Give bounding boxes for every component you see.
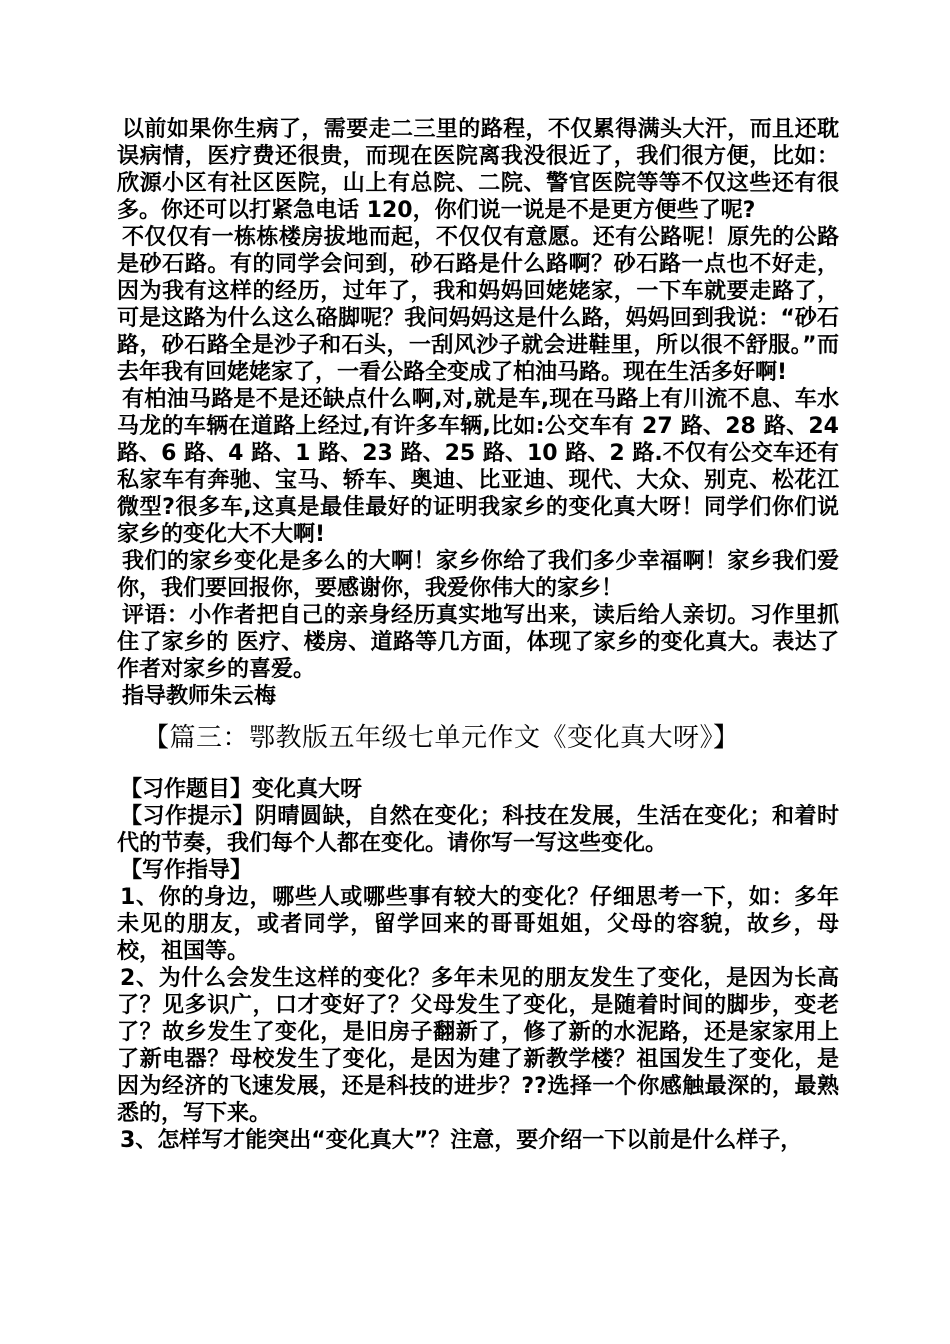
guidance-point-2: 2、为什么会发生这样的变化？多年未见的朋友发生了变化，是因为长高了？见多识广，口才变好了？父母发生了变化，是随着时间的脚步，变老了？故乡发生了变化，是旧房子翻新了，修了新的水泥路，还是家家用上了新电器？母校发生了变化，是因为建了新教学楼？祖国发生了变化，是因为经济的飞速发展，还是科技的进步？??选择一个你感触最深的，最熟悉的，写下来。: [117, 966, 839, 1126]
guidance-point-3: 3、怎样写才能突出“变化真大”？注意，要介绍一下以前是什么样子，: [120, 1128, 803, 1153]
teacher-signature: 指导教师朱云梅: [122, 684, 277, 709]
paragraph-comment: 评语：小作者把自己的亲身经历真实地写出来，读后给人亲切。习作里抓住了家乡的 医疗、楼房、道路等几方面，体现了家乡的变化真大。表达了 作者对家乡的喜爱。: [117, 603, 839, 682]
paragraph-hospital: 以前如果你生病了，需要走二三里的路程，不仅累得满头大汗，而且还耽误病情，医疗费还很贵，而现在医院离我没很近了，我们很方便，比如：欣源小区有社区医院，山上有总院、二院、警官医院等等不仅这些还有很多。你还可以打紧急电话 120，你们说一说是不是更方便些了呢?: [117, 117, 839, 223]
assignment-hint: 【习作提示】阴晴圆缺，自然在变化；科技在发展，生活在变化；和着时代的节奏，我们每个人都在变化。请你写一写这些变化。: [117, 804, 839, 856]
paragraph-conclusion: 我们的家乡变化是多么的大啊！家乡你给了我们多少幸福啊！家乡我们爱你，我们要回报你，要感谢你，我爱你伟大的家乡！: [117, 549, 839, 601]
paragraph-cars: 有柏油马路是不是还缺点什么啊,对,就是车,现在马路上有川流不息、车水马龙的车辆在道路上经过,有许多车辆,比如:公交车有 27 路、28 路、24 路、6 路、4 路、1 路、23 路、25 路、10 路、2 路.不仅有公交车还有私家车有奔驰、宝马、轿车、奥迪、比亚迪、现代、大众、别克、松花江微型?很多车,这真是最佳最好的证明我家乡的变化真大呀！同学们你们说家乡的变化大不大啊!: [117, 387, 839, 547]
guidance-point-1: 1、你的身边，哪些人或哪些事有较大的变化？仔细思考一下，如：多年未见的朋友，或者同学，留学回来的哥哥姐姐，父母的容貌，故乡，母校，祖国等。: [117, 885, 839, 964]
guidance-heading: 【写作指导】: [120, 858, 253, 883]
assignment-topic: 【习作题目】变化真大呀: [120, 777, 363, 802]
paragraph-road: 不仅仅有一栋栋楼房拔地而起，不仅仅有意愿。还有公路呢！原先的公路是砂石路。有的同学会问到，砂石路是什么路啊？砂石路一点也不好走，因为我有这样的经历，过年了，我和妈妈回姥姥家，一下车就要走路了，可是这路为什么这么硌脚呢？我问妈妈这是什么路，妈妈回到我说：“砂石路，砂石路全是沙子和石头，一刮风沙子就会进鞋里，所以很不舒服。”而去年我有回姥姥家了，一看公路全变成了柏油马路。现在生活多好啊!: [117, 225, 839, 385]
document-body: [117, 116, 839, 1154]
section-title: 【篇三：鄂教版五年级七单元作文《变化真大呀》】: [143, 723, 740, 753]
